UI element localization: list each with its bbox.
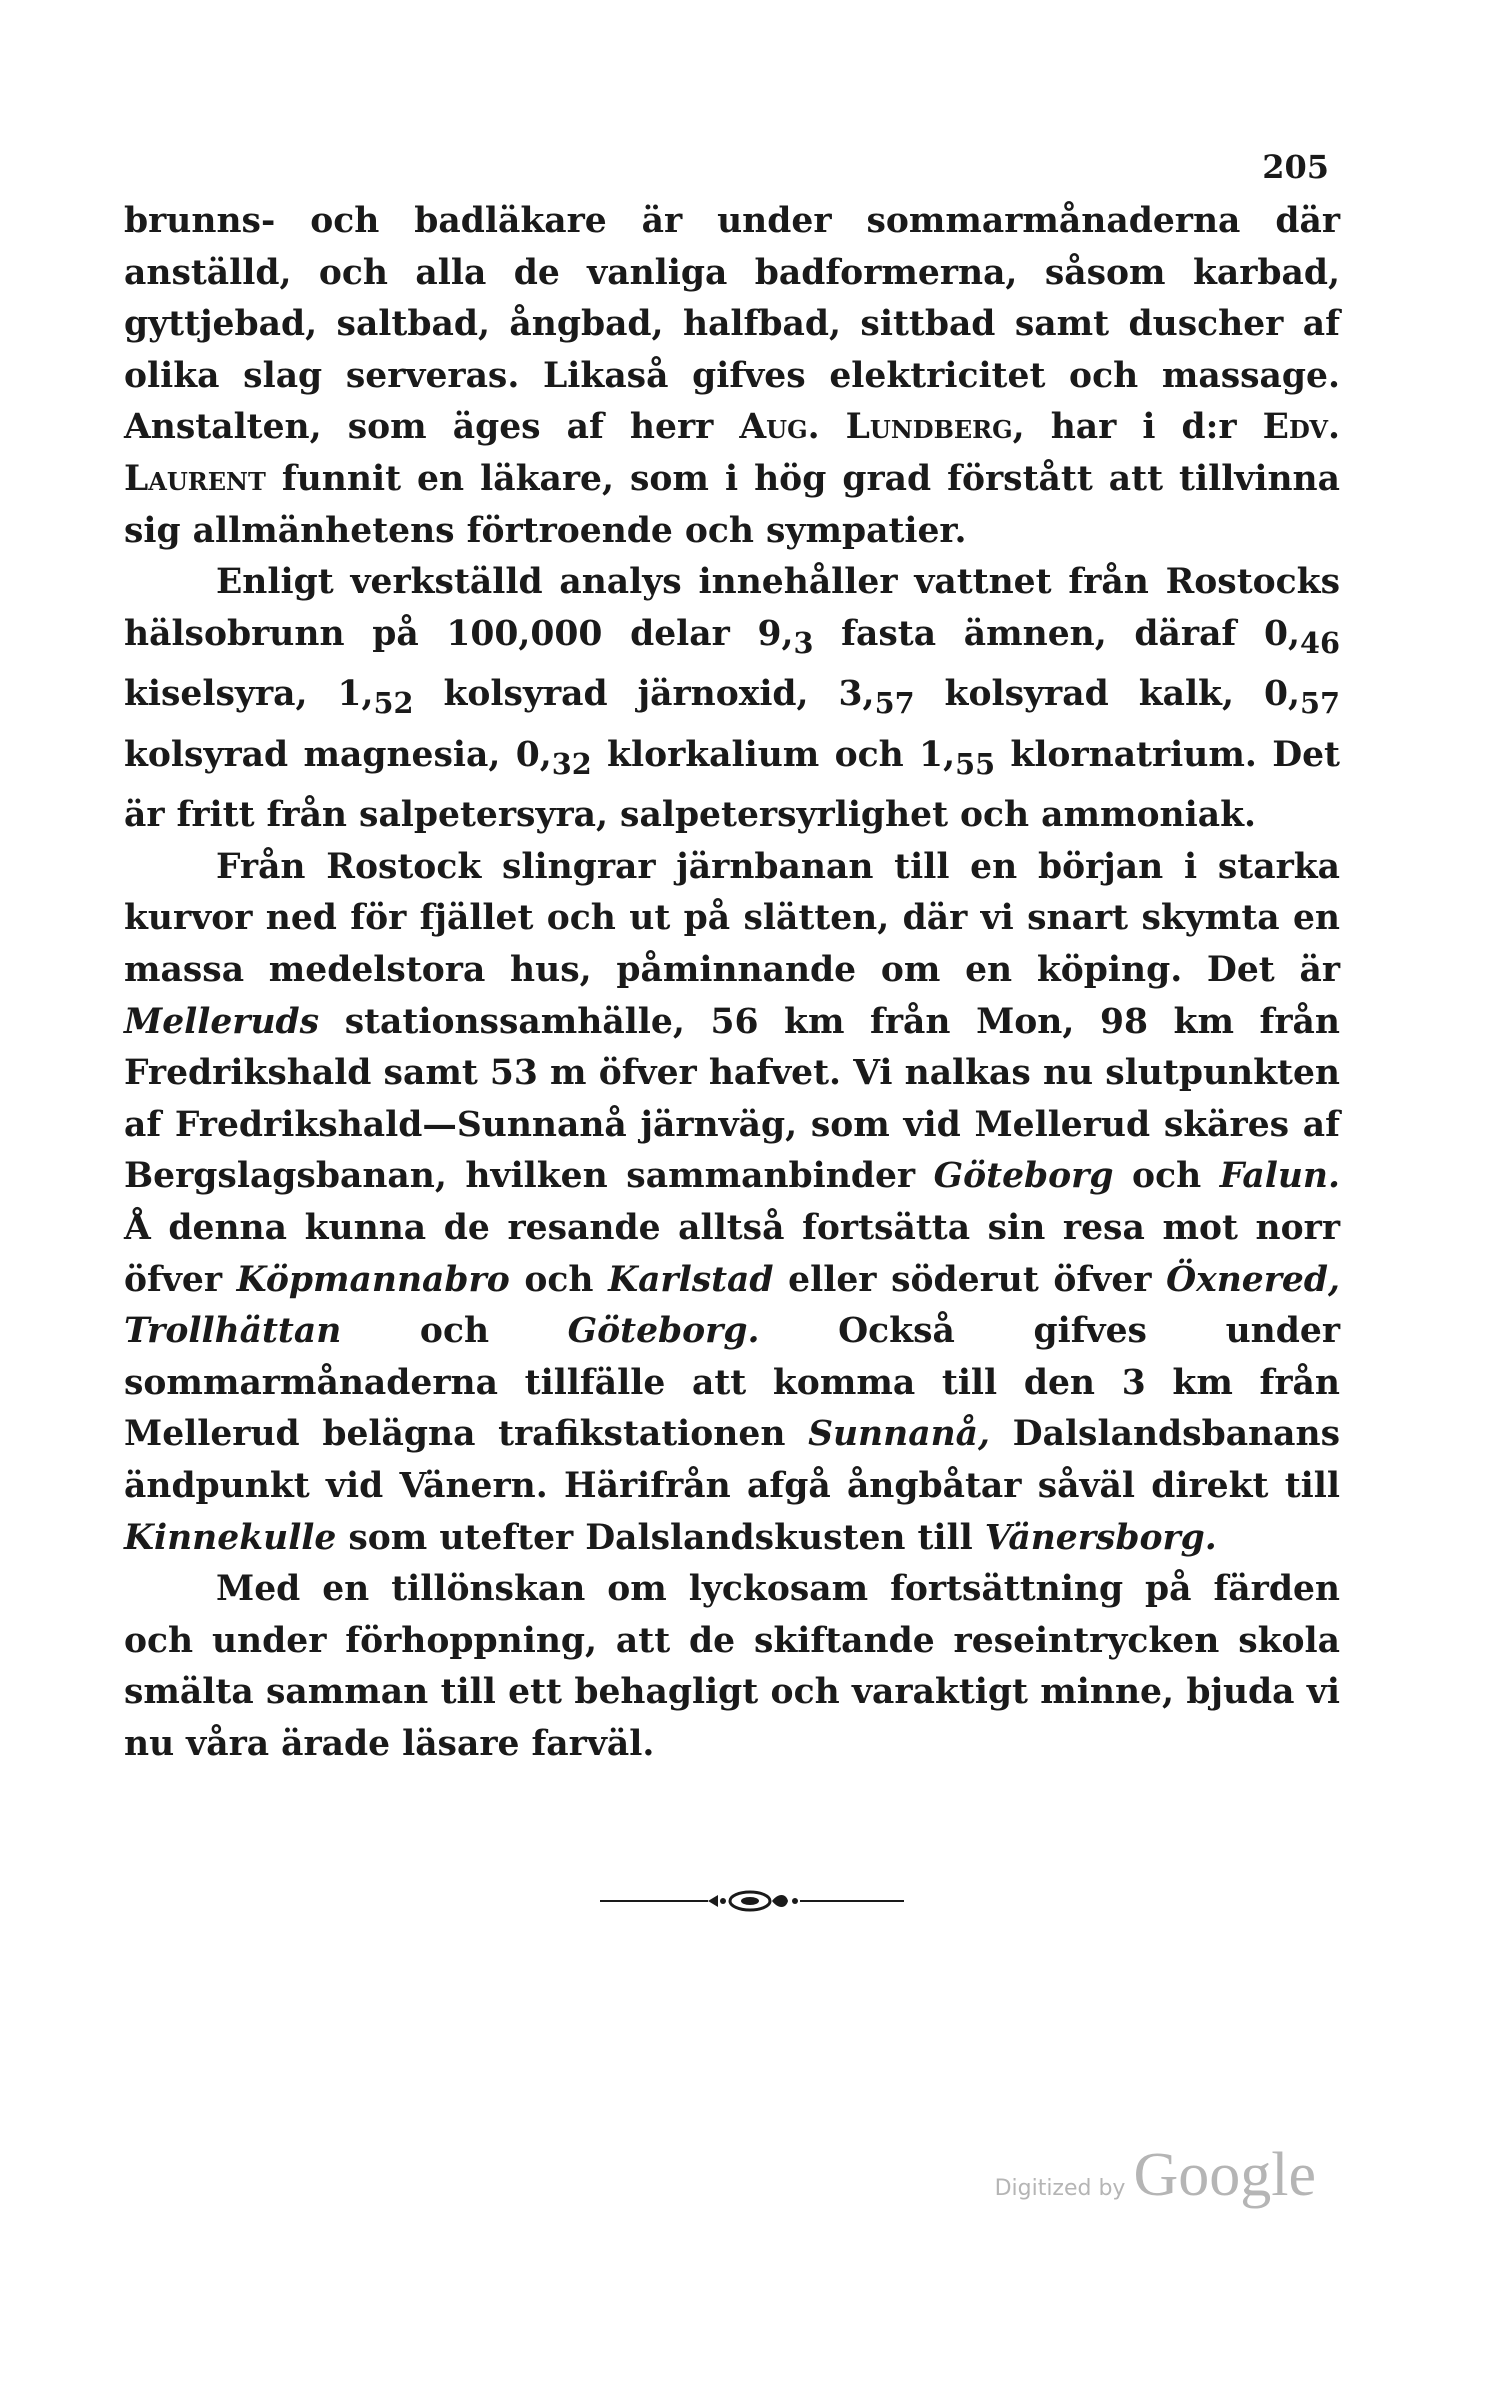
- watermark-logo: Google: [1133, 2141, 1316, 2209]
- digitized-watermark: [995, 2140, 1316, 2211]
- paragraph-4: [124, 1564, 1340, 1770]
- text-run: och: [1113, 1156, 1220, 1197]
- place-name: Karlstad: [608, 1259, 774, 1300]
- text-run: som utefter Dalslandskusten till: [336, 1517, 985, 1558]
- place-name: Falun.: [1219, 1156, 1340, 1197]
- place-name: Köpmannabro: [236, 1259, 510, 1300]
- text-run: kolsyrad kalk, 0,: [914, 674, 1300, 715]
- text-run: Dalslandsbanans ändpunkt vid Vänern. Härifrån afgå ångbåtar såväl direkt till: [124, 1414, 1340, 1506]
- place-name: Melleruds: [124, 1001, 320, 1042]
- text-run: Enligt verkställd analys innehåller vattnet från Rostocks hälsobrunn på 100,000 delar 9,: [124, 562, 1340, 654]
- place-name: Göteborg: [933, 1156, 1114, 1197]
- paragraph-3: [124, 842, 1340, 1564]
- text-run: klorkalium och 1,: [591, 734, 956, 775]
- text-run: kolsyrad magnesia, 0,: [124, 734, 552, 775]
- person-name: Edv. Laurent: [124, 407, 1340, 499]
- place-name: Kinnekulle: [124, 1517, 337, 1558]
- place-name: Göteborg.: [567, 1311, 760, 1352]
- decimal-digits: 52: [373, 686, 414, 721]
- text-run: Med en tillönskan om lyckosam fortsättning på färden och under förhoppning, att de skiftande reseintrycken skola smälta samman till ett behagligt och varaktigt minne, bjuda vi nu våra ärade läsare farväl.: [124, 1569, 1340, 1764]
- decimal-digits: 55: [955, 746, 996, 781]
- text-run: Också gifves under sommarmånaderna tillfälle att komma till den 3 km från Mellerud belägna trafikstationen: [124, 1311, 1341, 1455]
- body-text: [124, 196, 1340, 1770]
- text-run: kiselsyra, 1,: [124, 674, 374, 715]
- decimal-digits: 57: [874, 686, 915, 721]
- text-run: eller söderut öfver: [773, 1259, 1167, 1300]
- place-name: Vänersborg.: [984, 1517, 1217, 1558]
- text-run: fasta ämnen, däraf 0,: [813, 613, 1300, 654]
- place-name: Sunnanå,: [808, 1414, 991, 1455]
- paragraph-2: [124, 557, 1340, 842]
- fleuron-divider-icon: [592, 1886, 912, 1916]
- page-number: 205: [1262, 148, 1329, 186]
- place-name: Öxnered, Trollhättan: [124, 1259, 1340, 1352]
- text-run: Från Rostock slingrar järnbanan till en början i starka kurvor ned för fjället och ut på slätten, där vi snart skymta en massa medelstora hus, påminnande om en köping. Det är: [124, 846, 1340, 990]
- text-run: brunns- och badläkare är under sommarmånaderna där anställd, och alla de vanliga badformerna, såsom karbad, gyttjebad, saltbad, ångbad, halfbad, sittbad samt duscher af olika slag serveras. Likaså gifves elektricitet och massage. Anstalten, som äges af herr: [124, 201, 1340, 448]
- text-run: klornatrium. Det är fritt från salpetersyra, salpetersyrlighet och ammoniak.: [124, 734, 1340, 836]
- decimal-digits: 32: [551, 746, 592, 781]
- text-run: funnit en läkare, som i hög grad förstått att tillvinna sig allmänhetens förtroende och sympatier.: [124, 458, 1340, 551]
- decimal-digits: 46: [1299, 625, 1340, 660]
- watermark-prefix: Digitized by: [994, 2176, 1126, 2201]
- text-run: kolsyrad järnoxid, 3,: [413, 674, 875, 715]
- paragraph-1: [124, 196, 1340, 557]
- decimal-digits: 57: [1299, 686, 1340, 721]
- text-run: stationssamhälle, 56 km från Mon, 98 km från Fredrikshald samt 53 m öfver hafvet. Vi nalkas nu slutpunkten af Fredrikshald—Sunnanå järnväg, som vid Mellerud skäres af Bergslagsbanan, hvilken sammanbinder: [124, 1001, 1340, 1197]
- decimal-digits: 3: [793, 625, 814, 660]
- text-run: och: [509, 1259, 609, 1300]
- text-run: och: [341, 1311, 568, 1352]
- ornament-divider: [0, 1886, 1504, 1916]
- text-run: Å denna kunna de resande alltså fortsätta sin resa mot norr öfver: [124, 1207, 1340, 1300]
- person-name: Aug. Lundberg: [739, 407, 1013, 448]
- text-run: , har i d:r: [1012, 407, 1263, 448]
